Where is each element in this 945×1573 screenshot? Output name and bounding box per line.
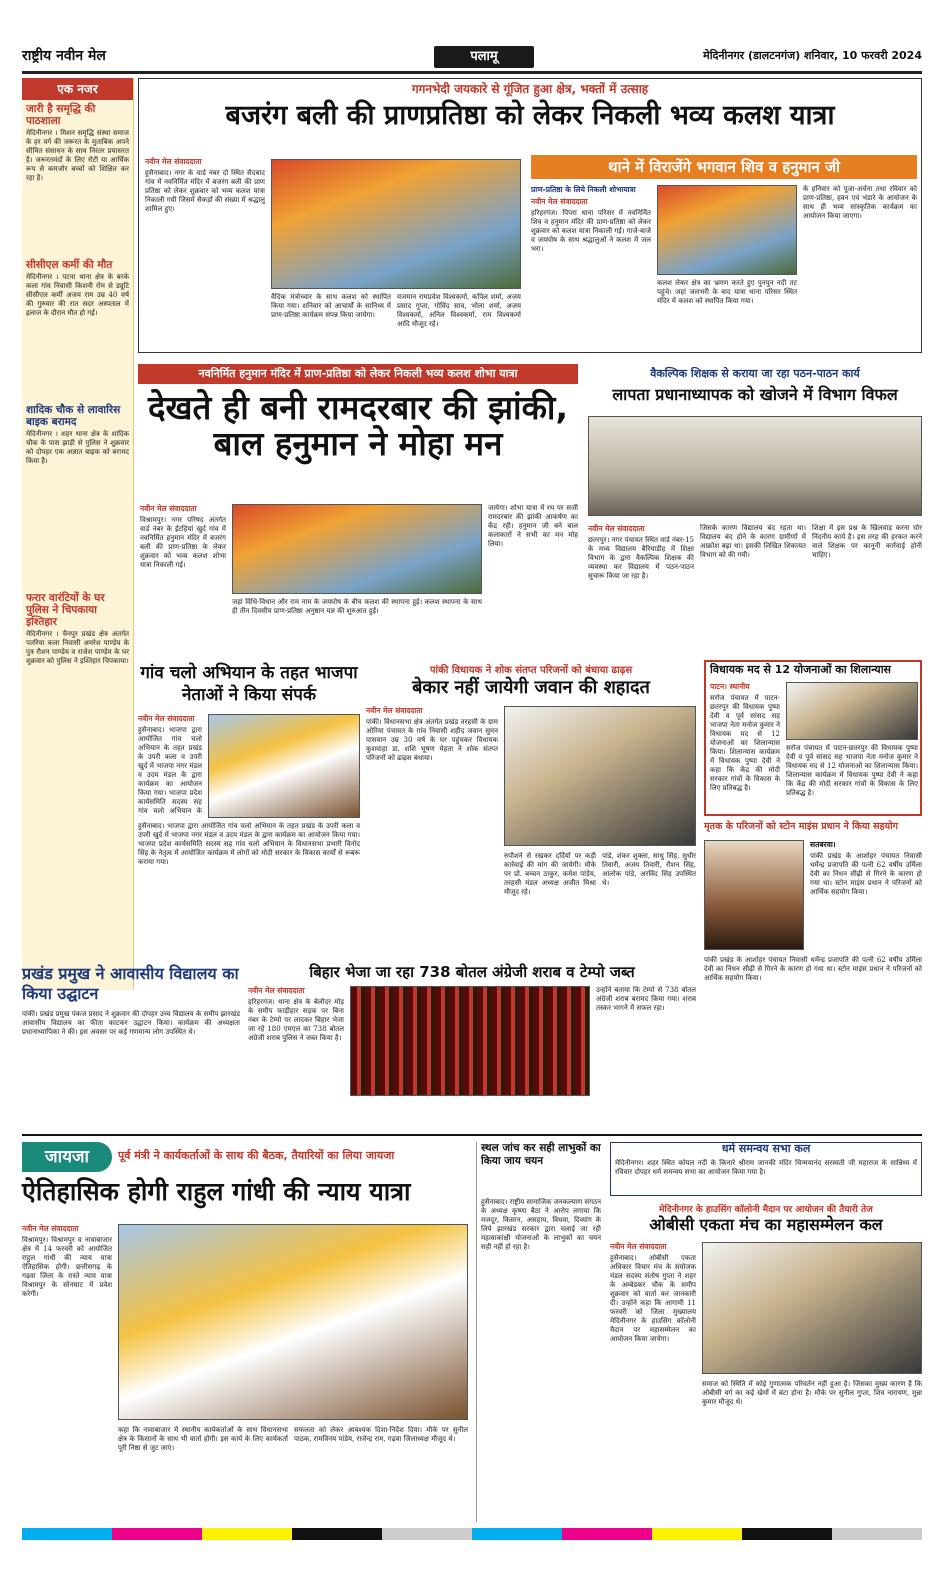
- sidebar-item: [22, 100, 133, 186]
- story-labhuk: [476, 1142, 602, 1522]
- story-sub-headline[interactable]: थाने में विराजेंगे भगवान शिव व हनुमान जी: [531, 155, 917, 179]
- story-vidyalaya: [22, 964, 240, 1128]
- story-body: कहा कि नावाबाजार में स्थानीय कार्यकर्ताओं के साथ विधानसभा क्षेत्र के किसानों के साथ भी वार्ता होगी। इस कार्य के लिए कार्यकर्ता पूरी निष्ठा से जुट जाएं।: [118, 1426, 288, 1452]
- story-body: कलश लेकर क्षेत्र का भ्रमण करते हुए पुनपुन नदी तट पहुंचे। जहां जलभरी के बाद यात्रा थाना परिसर स्थित मंदिर में कलश को स्थापित किया गया।: [657, 279, 797, 305]
- story-dharm-sabha: [610, 1142, 922, 1196]
- color-swatch: [652, 1528, 742, 1540]
- story-byline: सतबरवा।: [810, 840, 836, 849]
- story-body: विश्रामपुर। विश्रामपुर व नावाबाजार क्षेत्र में 14 फरवरी को आयोजित राहुल गांधी की न्याय यात्रा ऐतिहासिक होगी। छत्तीसगढ़ के गढ़वा जिला के रास्ते न्याय यात्रा विश्रामपुर के सोनघाट में प्रवेश करेगी।: [22, 1236, 112, 1298]
- story-body: सरोज पंचायत में पाटन-छतरपुर की विधायक पुष्पा देवी व पूर्व सांसद सह भाजपा नेता मनोज कुमार ने विधायक मद से 12 योजनाओं का शिलान्यास किया। शिलान्यास कार्यक्रम में विधायक पुष्पा देवी ने कहा कि केंद्र की मोदी सरकार गांवों के विकास के लिए प्रतिबद्ध है।: [710, 694, 780, 792]
- story-headline[interactable]: धर्म समन्वय सभा कल: [721, 1142, 811, 1155]
- story-body: यजमान रामप्रवेश विश्वकर्मा, कपिल शर्मा, अजय प्रसाद गुप्ता, गोविंद साव, भोला शर्मा, अजय विश्वकर्मा, अनिल विश्वकर्मा, राम विश्वकर्मा आदि मौजूद रहे।: [397, 293, 521, 328]
- story-body: पांकी प्रखंड के आशोहर पंचायत निवासी धर्मेन्द्र प्रजापति की पत्नी 62 वर्षीय उर्मिला देवी का निधन सीढ़ी से गिरने के कारण हो गया था। स्टोन माइंस प्रधान ने परिजनों को आर्थिक सहयोग किया।: [704, 956, 922, 982]
- story-byline: नवीन मेल संवाददाता: [531, 197, 588, 206]
- color-swatch: [22, 1528, 112, 1540]
- story-body: हुसैनाबाद। ओबीसी एकता अधिकार विचार मंच के संयोजक मंडल सदस्य संतोष गुप्ता ने शहर के अम्बेडकर चौक के समीप शुक्रवार को वार्ता कर जानकारी दी। उन्होंने कहा कि आगामी 11 फरवरी को जिला मुख्यालय मेदिनीनगर के हाउसिंग कॉलोनी मैदान पर महासम्मेलन का आयोजन किया जायेगा।: [610, 1254, 696, 1343]
- story-photo: [588, 416, 922, 516]
- sidebar-item-title: जारी है समृद्धि की पाठशाला: [26, 103, 96, 127]
- story-byline: नवीन मेल संवाददाता: [610, 1242, 667, 1251]
- story-body: पांकी प्रखंड के आशोहर पंचायत निवासी धर्मेन्द्र प्रजापति की पत्नी 62 वर्षीय उर्मिला देवी का निधन सीढ़ी से गिरने के कारण हो गया था। स्टोन माइंस प्रधान ने परिजनों को आर्थिक सहयोग किया।: [810, 852, 922, 896]
- story-nyay-yatra: [22, 1142, 468, 1522]
- story-body: सफलता को लेकर आवश्यक दिशा-निर्देश दिया। मौके पर सुनील पाठक, रामविनय पांडेय, राजेन्द्र राम, गढ़वा जिलाध्यक्ष मौजूद थे।: [294, 1426, 468, 1443]
- story-photo: [704, 840, 804, 950]
- color-swatch: [382, 1528, 472, 1540]
- sidebar-briefs: [22, 78, 134, 990]
- story-photo: [271, 159, 521, 289]
- story-kicker: वैकल्पिक शिक्षक से कराया जा रहा पठन-पाठन कार्य: [650, 367, 860, 380]
- story-shahadat: [366, 662, 696, 956]
- sidebar-item: [22, 589, 133, 669]
- story-body: जिसके कारण विद्यालय बंद रहता था। विद्यालय बंद होने के कारण ग्रामीणों में आक्रोश बढ़ा था। इसकी लिखित शिकायत विभाग को की गयी।: [700, 524, 806, 559]
- color-swatch: [202, 1528, 292, 1540]
- color-swatch: [472, 1528, 562, 1540]
- story-obc-sammelan: [610, 1202, 922, 1522]
- story-body: सरोज पंचायत में पाटन-छतरपुर की विधायक पुष्पा देवी व पूर्व सांसद सह भाजपा नेता मनोज कुमार ने विधायक मद से 12 योजनाओं का शिलान्यास किया। शिलान्यास कार्यक्रम में विधायक पुष्पा देवी ने कहा कि केंद्र की मोदी सरकार गांवों के विकास के लिए प्रतिबद्ध है।: [786, 744, 918, 797]
- story-photo: [350, 986, 590, 1096]
- story-body: छतरपुर। नगर पंचायत स्थित वार्ड नंबर-15 के मध्य विद्यालय बैरियाडीह में शिक्षा विभाग के द्वारा वैकल्पिक शिक्षक की व्यवस्था कर विद्यालय में पठन-पाठन सुचारू किया जा रहा है।: [588, 536, 694, 580]
- story-body: पांकी। विधानसभा क्षेत्र अंतर्गत प्रखंड तरहसी के ग्राम ओरिया पंचायत के गांव निवासी शहीद जवान सुमन पासवान उम्र 30 वर्ष के घर पहुंचकर विधायक कुशवाहा डा. शशि भूषण मेहता ने शोक संतप्त परिजनों को ढाढ़स बंधाया।: [366, 718, 498, 762]
- story-body: शिक्षा में इस प्रश्न के खिलवाड़ करना घोर निंदनीय कार्य है। इस तरह की हरकत करने वाले शिक्षक पर कानूनी कार्रवाई होनी चाहिए।: [812, 524, 922, 559]
- sidebar-item-text: मेदिनीनगर । मिशन समृद्धि संस्था समाज के हर वर्ग की जरूरत के मुताबिक अपने सीमित संसाधन के साथ निरंतर प्रयासरत है। जरूरतमंदों के लिए रोटी या आर्थिक रूप से कमजोर बच्चों को शिक्षित कर रहा है।: [26, 129, 129, 182]
- story-byline: नवीन मेल संवाददाता: [145, 157, 202, 166]
- story-byline: पाटन। स्थानीय: [710, 682, 750, 691]
- story-byline: नवीन मेल संवाददाता: [366, 706, 423, 715]
- story-headline[interactable]: ऐतिहासिक होगी राहुल गांधी की न्याय यात्रा: [22, 1177, 411, 1206]
- story-body: समाज को स्थिति में कोई गुणात्मक परिवर्तन नहीं हुआ है। जिसका मुख्य कारण है कि ओबीसी वर्ग का कई खेमों में बंटा होना है। मौके पर सुनील गुप्ता, शिव नारायण, मुन्ना कुमार मौजूद थे।: [702, 1380, 922, 1406]
- dateline: मेदिनीनगर (डालटनगंज) शनिवार, 10 फरवरी 2024: [703, 49, 922, 62]
- story-body: हुसैनाबाद। राष्ट्रीय सामाजिक जनकल्याण संगठन के अध्यक्ष कृष्णा बैठा ने आरोप लगाया कि मजदूर, किसान, असहाय, विधवा, दिव्यांग के लिये झारखंड सरकार द्वारा चलाई जा रही महत्वाकांक्षी योजनाओं के लाभुकों का चयन सही नहीं हो रहा है।: [481, 1198, 601, 1251]
- story-headline[interactable]: प्रखंड प्रमुख ने आवासीय विद्यालय का किया उद्घाटन: [22, 964, 239, 1003]
- story-sub-kicker: प्राण-प्रतिष्ठा के लिये निकली शोभायात्रा: [531, 185, 636, 194]
- story-kicker: नवनिर्मित हनुमान मंदिर में प्राण-प्रतिष्ठा को लेकर निकली भव्य कलश शोभा यात्रा: [138, 364, 578, 384]
- story-tag: जायजा: [22, 1142, 112, 1172]
- story-kicker: पूर्व मंत्री ने कार्यकर्ताओं के साथ की बैठक, तैयारियों का लिया जायजा: [118, 1149, 395, 1162]
- section-divider: [22, 1134, 922, 1136]
- print-color-bar: [22, 1528, 922, 1540]
- story-headline[interactable]: स्थल जांच कर सही लाभुकों का किया जाय चयन: [481, 1142, 601, 1167]
- color-swatch: [292, 1528, 382, 1540]
- story-headline[interactable]: विधायक मद से 12 योजनाओं का शिलान्यास: [710, 663, 891, 676]
- story-headline[interactable]: लापता प्रधानाध्यापक को खोजने में विभाग विफल: [612, 385, 898, 404]
- story-sharab: [248, 964, 696, 1128]
- story-gaon-chalo: [138, 662, 360, 956]
- story-body: हरिहरगंज। पिपरा थाना परिसर में नवनिर्मित शिव व हनुमान मंदिर की प्राण-प्रतिष्ठा को लेकर शुक्रवार को कलश यात्रा निकाली गई। गाजे-बाजे व जयघोष के साथ श्रद्धालुओं ने कलश में जल भरा।: [531, 209, 651, 253]
- story-photo: [504, 706, 696, 846]
- story-headline[interactable]: ओबीसी एकता मंच का महासम्मेलन कल: [649, 1215, 883, 1234]
- story-body: पांडे, शंकर शुक्ला, साधु सिंह, सुधीर तिवारी, अजय तिवारी, रौशन सिंह, आलोक पांडे, अरविंद सिंह उपस्थित थे।: [602, 852, 696, 887]
- masthead: [22, 44, 922, 74]
- story-byline: नवीन मेल संवाददाता: [22, 1224, 79, 1233]
- story-kicker: गगनभेदी जयकारे से गूंजित हुआ क्षेत्र, भक्तों में उत्साह: [139, 79, 921, 99]
- story-sub: [531, 155, 917, 349]
- story-body: मेदिनीनगर। शहर स्थित कोयल नदी के किनारे श्रीराम जानकी मंदिर चिन्मयानंद सरस्वती जी महाराज के सान्निध्य में रविवार दोपहर धर्म समन्वय सभा का आयोजन किया गया है।: [615, 1159, 917, 1176]
- color-swatch: [742, 1528, 832, 1540]
- story-body: के हनिवार को पूजा-अर्चना तथा रविवार को प्राण-प्रतिष्ठा, हवन एवं भंडारे के आयोजन के साथ ही भव्य सांस्कृतिक कार्यक्रम का आयोजन किया जाएगा।: [803, 185, 917, 220]
- sidebar-item-title: शादिक चौक से लावारिस बाइक बरामद: [26, 404, 121, 428]
- story-kicker: पांकी विधायक ने शोक संतप्त परिजनों को बंधाया ढाढ़स: [429, 665, 633, 676]
- sidebar-item-text: मेदिनीनगर । पटना थाना क्षेत्र के बरके कला गांव निवासी किशनी रोम से ड्यूटि सीसीएल कर्मी अजय राम उम्र 40 वर्ष की गुरुवार की रात सदर अस्पताल में इलाज के दौरान मौत हो गई।: [26, 273, 129, 317]
- story-body: रुपौशने से रखकर दर्दियों पर कड़ी कार्रवाई की मांग की जायेगी। मौके पर प्रो. बच्चन ठाकुर, कमेश पांडेय, तरहसी मंडल अध्यक्ष अजीत मिश्रा मौजूद रहे।: [504, 852, 596, 896]
- story-body: पांकी। प्रखंड प्रमुख पंकज प्रसाद ने शुक्रवार की दोपहर उच्च विद्यालय के समीप झारखंड आवासीय विद्यालय का फीता काटकर उद्घाटन किया। कार्यक्रम की अध्यक्षता प्रधानाध्यापिका ने की। इस अवसर पर कई गणमान्य लोग उपस्थित थे।: [22, 1010, 240, 1036]
- story-body: हुसैनाबाद। भाजपा द्वारा आयोजित गांव चलो अभियान के तहत प्रखंड के उपरी कला व उपरी खुर्द में भाजपा नगर मंडल व उदय मंडल के द्वारा कार्यक्रम का आयोजन किया गया। भाजपा प्रदेश कार्यसमिति सदस्य सह गांव चलो अभियान के: [138, 726, 202, 815]
- sidebar-heading: एक नजर: [22, 78, 133, 100]
- story-headline[interactable]: बेकार नहीं जायेगी जवान की शहादत: [412, 677, 650, 698]
- story-stone-mines: [704, 822, 922, 1128]
- story-byline: नवीन मेल संवाददाता: [138, 714, 195, 723]
- story-photo: [702, 1242, 922, 1374]
- sidebar-item: [22, 401, 133, 469]
- sidebar-item-title: सीसीएल कर्मी की मौत: [26, 259, 113, 271]
- sidebar-item-text: मेदिनीनगर । शहर थाना क्षेत्र के शादिक चौक के पास झाड़ी से पुलिस ने शुक्रवार को दोपहर एक अज्ञात बाइक को बरामद किया है।: [26, 430, 129, 465]
- story-body: जायेगा। शोभा यात्रा में रथ पर सजी रामदरबार की झांकी आकर्षण का केंद्र रही। हनुमान जी बने बाल कलाकारों ने सभी का मन मोह लिया।: [488, 504, 578, 548]
- story-photo: [232, 504, 482, 594]
- sidebar-item-title: फरार वारंटियों के घर पुलिस ने चिपकाया इश्तिहार: [26, 592, 105, 628]
- story-photo: [208, 714, 360, 818]
- color-swatch: [832, 1528, 922, 1540]
- story-photo: [118, 1224, 468, 1420]
- color-swatch: [112, 1528, 202, 1540]
- story-headline[interactable]: मृतक के परिजनों को स्टोन माइंस प्रधान ने किया सहयोग: [704, 821, 898, 832]
- story-headline[interactable]: बिहार भेजा जा रहा 738 बोतल अंग्रेजी शराब व टेम्पो जब्त: [309, 963, 635, 981]
- story-body: हुसैनाबाद। भाजपा द्वारा आयोजित गांव चलो अभियान के तहत प्रखंड के उपरी कला व उपरी खुर्द में भाजपा नगर मंडल व उदय मंडल के द्वारा कार्यक्रम का आयोजन किया गया। भाजपा प्रदेश कार्यसमिति सदस्य सह गांव चलो अभियान के विधानसभा प्रभारी विनोद सिंह के नेतृत्व में आयोजित कार्यक्रम में लोगों को मोदी सरकार के विकास कार्यों से रूबरू कराया गया।: [138, 822, 360, 866]
- sidebar-item-text: मेदिनीनगर । चैनपुर प्रखंड क्षेत्र अंतर्गत पतरिया कला निवासी अमरेश पाण्डेय के पुत्र रौशन पाण्डेय व राजेश पाण्डेय के घर शुक्रवार को पुलिस ने इश्तिहार चिपकाया।: [26, 630, 129, 665]
- story-headline[interactable]: गांव चलो अभियान के तहत भाजपा नेताओं ने किया संपर्क: [140, 663, 358, 705]
- story-body: उन्होंने बताया कि टेम्पो से 738 बोतल अंग्रेजी शराब बरामद किया गया। शराब तस्कर भागने में सफल रहा।: [596, 986, 696, 1012]
- story-photo: [786, 682, 918, 740]
- section-tab[interactable]: पलामू: [434, 46, 534, 68]
- story-body: हुसैनाबाद। नगर के वार्ड नंबर दो स्थित सैदबाद गांव में नवनिर्मित मंदिर में बजरंग बली की प्राण प्रतिष्ठा को लेकर शुक्रवार को भव्य कलश यात्रा निकाली गयी जिसमें सैकड़ों की संख्या में श्रद्धालु शामिल हुए।: [145, 169, 265, 213]
- story-lead: [138, 78, 922, 353]
- story-body: हरिहरगंज। थाना क्षेत्र के बेलौदर मोड़ के समीप फाड़ीहार सड़क पर बिना नंबर के टेम्पो पर लादकर बिहार भेजा जा रहे 180 एमएल का 738 बोतल अंग्रेजी शराब पुलिस ने जब्त किया है।: [248, 998, 344, 1042]
- story-body: वैदिक मंत्रोच्चार के साथ कलश को स्थापित किया गया। शनिवार को आचार्यों के सानिध्य में प्राण-प्रतिष्ठा कार्यक्रम संपन्न किया जायेगा।: [271, 293, 391, 319]
- story-byline: नवीन मेल संवाददाता: [588, 524, 645, 533]
- story-ramdarbar: [138, 364, 578, 654]
- color-swatch: [562, 1528, 652, 1540]
- story-headmaster: [588, 364, 922, 654]
- story-body: जहां विधि-विधान और राम नाम के जयघोष के बीच कलश की स्थापना हुई। कलश स्थापना के साथ ही तीन दिवसीय प्राण-प्रतिष्ठा अनुष्ठान यज्ञ की शुरुआत हुई।: [232, 598, 482, 615]
- story-byline: नवीन मेल संवाददाता: [140, 504, 197, 513]
- story-shilanyas: [704, 660, 922, 816]
- sidebar-item: [22, 256, 133, 321]
- story-body: विश्रामपुर। नगर परिषद अंतर्गत वार्ड नंबर के ईटहियां खुर्द गांव में नवनिर्मित हनुमान मंदिर में बजरंग बली की प्राण-प्रतिष्ठा के लेकर शुक्रवार को भव्य कलश शोभा यात्रा निकाली गई।: [140, 516, 226, 569]
- story-byline: नवीन मेल संवाददाता: [248, 986, 305, 995]
- story-kicker: मेदिनीनगर के हाउसिंग कॉलोनी मैदान पर आयोजन की तैयारी तेज: [659, 1205, 873, 1215]
- story-headline[interactable]: देखते ही बनी रामदरबार की झांकी, बाल हनुमान ने मोहा मन: [147, 388, 569, 464]
- story-headline[interactable]: बजरंग बली की प्राणप्रतिष्ठा को लेकर निकली भव्य कलश यात्रा: [225, 100, 835, 131]
- story-photo: [657, 185, 797, 275]
- newspaper-logo: राष्ट्रीय नवीन मेल: [22, 48, 106, 64]
